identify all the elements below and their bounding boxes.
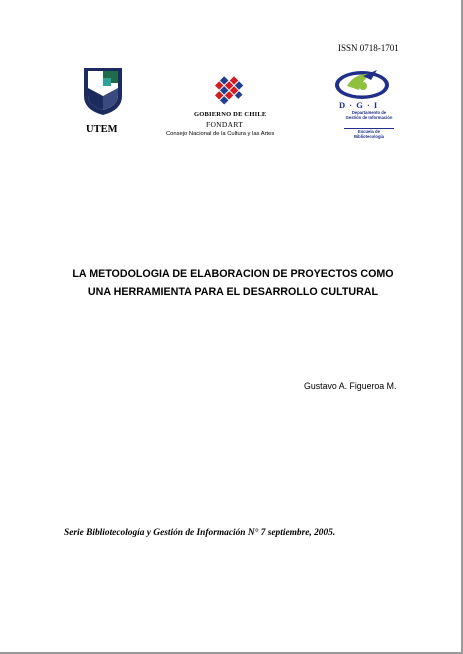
dgi-logo — [333, 66, 391, 102]
dgi-school: Escuela de Bibliotecología — [344, 128, 394, 139]
gobierno-label: GOBIERNO DE CHILE — [194, 111, 267, 118]
title-line-1: LA METODOLOGIA DE ELABORACION DE PROYECTOS COMO — [72, 268, 394, 280]
series-citation: Serie Bibliotecología y Gestión de Información N° 7 septiembre, 2005. — [64, 528, 336, 538]
utem-shield-logo — [82, 66, 124, 116]
utem-label: UTEM — [86, 124, 118, 135]
dgi-letters: D · G · I — [339, 100, 379, 110]
title-line-2: UNA HERRAMIENTA PARA EL DESARROLLO CULTURAL — [87, 286, 379, 298]
dgi-department: Departamento de Gestión de Información — [345, 110, 393, 120]
consejo-label: Consejo Nacional de la Cultura y las Artes — [166, 131, 275, 137]
fondart-logo — [208, 71, 246, 107]
author-name: Gustavo A. Figueroa M. — [304, 381, 397, 391]
document-title — [58, 265, 408, 301]
issn-number: ISSN 0718-1701 — [338, 43, 399, 53]
fondart-label: FONDART — [206, 120, 244, 129]
